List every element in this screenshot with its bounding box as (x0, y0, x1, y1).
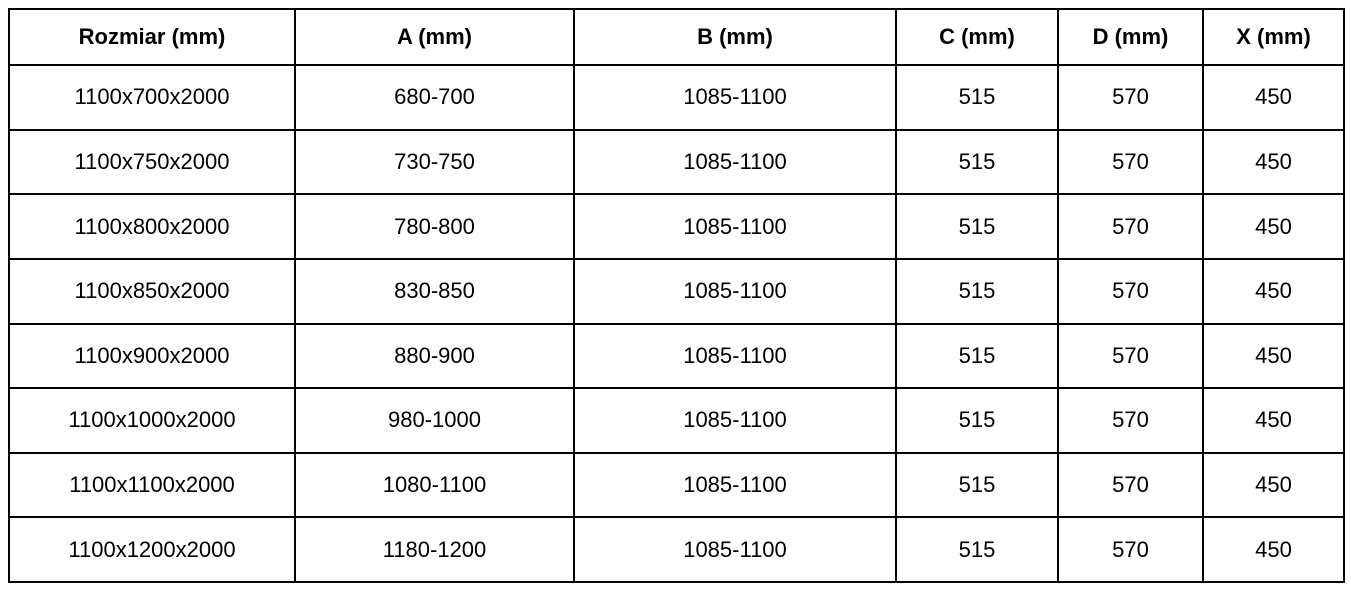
table-row (9, 324, 1344, 389)
table-header-row (9, 9, 1344, 65)
header-cell-rozmiar: Rozmiar (mm) (9, 9, 295, 65)
cell-c: 515 (896, 65, 1058, 130)
cell-a: 1080-1100 (295, 453, 574, 518)
cell-c: 515 (896, 517, 1058, 582)
cell-b: 1085-1100 (574, 194, 896, 259)
cell-b: 1085-1100 (574, 324, 896, 389)
cell-a: 780-800 (295, 194, 574, 259)
cell-b: 1085-1100 (574, 130, 896, 195)
cell-rozmiar: 1100x700x2000 (9, 65, 295, 130)
header-cell-c: C (mm) (896, 9, 1058, 65)
cell-rozmiar: 1100x850x2000 (9, 259, 295, 324)
table-row (9, 194, 1344, 259)
size-table (8, 8, 1345, 583)
cell-x: 450 (1203, 65, 1344, 130)
cell-rozmiar: 1100x1200x2000 (9, 517, 295, 582)
cell-d: 570 (1058, 453, 1203, 518)
cell-x: 450 (1203, 259, 1344, 324)
cell-c: 515 (896, 130, 1058, 195)
table-row (9, 259, 1344, 324)
cell-a: 880-900 (295, 324, 574, 389)
table-row (9, 130, 1344, 195)
table-row (9, 517, 1344, 582)
cell-b: 1085-1100 (574, 453, 896, 518)
cell-c: 515 (896, 453, 1058, 518)
header-cell-x: X (mm) (1203, 9, 1344, 65)
cell-a: 1180-1200 (295, 517, 574, 582)
cell-a: 730-750 (295, 130, 574, 195)
table-row (9, 388, 1344, 453)
cell-d: 570 (1058, 130, 1203, 195)
cell-d: 570 (1058, 388, 1203, 453)
cell-d: 570 (1058, 65, 1203, 130)
cell-x: 450 (1203, 517, 1344, 582)
cell-x: 450 (1203, 324, 1344, 389)
cell-rozmiar: 1100x800x2000 (9, 194, 295, 259)
cell-c: 515 (896, 259, 1058, 324)
cell-c: 515 (896, 324, 1058, 389)
cell-b: 1085-1100 (574, 259, 896, 324)
cell-d: 570 (1058, 324, 1203, 389)
cell-d: 570 (1058, 517, 1203, 582)
cell-rozmiar: 1100x1100x2000 (9, 453, 295, 518)
table-row (9, 65, 1344, 130)
cell-b: 1085-1100 (574, 517, 896, 582)
cell-x: 450 (1203, 453, 1344, 518)
cell-d: 570 (1058, 259, 1203, 324)
cell-x: 450 (1203, 388, 1344, 453)
cell-d: 570 (1058, 194, 1203, 259)
table-row (9, 453, 1344, 518)
cell-a: 980-1000 (295, 388, 574, 453)
header-cell-b: B (mm) (574, 9, 896, 65)
cell-rozmiar: 1100x1000x2000 (9, 388, 295, 453)
header-cell-a: A (mm) (295, 9, 574, 65)
cell-a: 680-700 (295, 65, 574, 130)
cell-x: 450 (1203, 130, 1344, 195)
cell-c: 515 (896, 388, 1058, 453)
cell-x: 450 (1203, 194, 1344, 259)
cell-rozmiar: 1100x750x2000 (9, 130, 295, 195)
cell-a: 830-850 (295, 259, 574, 324)
cell-b: 1085-1100 (574, 65, 896, 130)
header-cell-d: D (mm) (1058, 9, 1203, 65)
cell-b: 1085-1100 (574, 388, 896, 453)
cell-rozmiar: 1100x900x2000 (9, 324, 295, 389)
cell-c: 515 (896, 194, 1058, 259)
